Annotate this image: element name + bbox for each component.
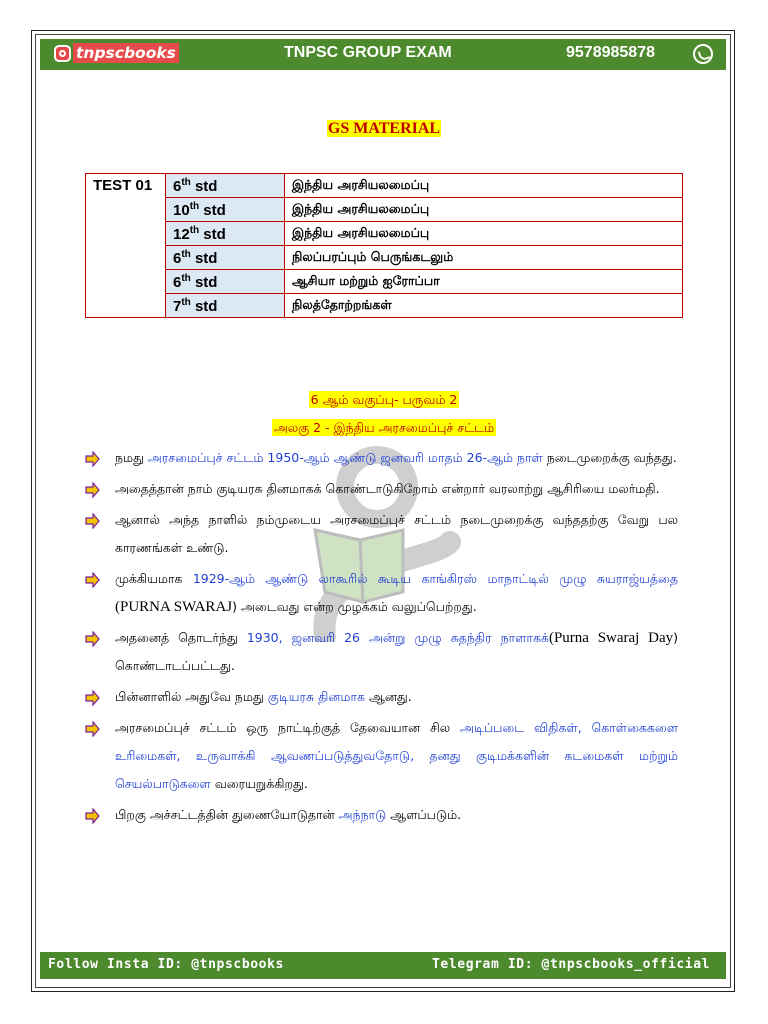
arrow-bullet-icon [84,631,100,647]
table-row [86,174,683,198]
whatsapp-icon [693,44,713,64]
table-row [86,270,683,294]
list-item: அரசமைப்புச் சட்டம் ஒரு நாட்டிற்குத் தேவையான சில அடிப்படை விதிகள், கொள்கைகளை உரிமைகள், உருவாக்கி ஆவணப்படுத்துவதோடு, தனது குடிமக்களின் கடமைகள் மற்றும் செயல்பாடுகளை வரையறுக்கிறது. [84,714,678,798]
std-cell: 6th std [166,174,285,198]
arrow-bullet-icon [84,513,100,529]
list-item: அதைத்தான் நாம் குடியரசு தினமாகக் கொண்டாடுகிறோம் என்றார் வரலாற்று ஆசிரியை மலர்மதி. [84,475,678,503]
subject-cell: இந்திய அரசியலமைப்பு [285,198,683,222]
header-title: TNPSC GROUP EXAM [284,44,452,61]
arrow-bullet-icon [84,690,100,706]
list-item: பின்னாளில் அதுவே நமது குடியரசு தினமாக ஆனது. [84,683,678,711]
list-item: பிறகு அச்சட்டத்தின் துணையோடுதான் அந்நாடு ஆளப்படும். [84,801,678,829]
footer-telegram-id: Telegram ID: @tnpscbooks_official [432,957,711,972]
std-cell: 10th std [166,198,285,222]
header-phone: 9578985878 [566,44,655,61]
bullet-list [84,444,678,832]
std-cell: 7th std [166,294,285,318]
brand-logo [54,42,179,64]
arrow-bullet-icon [84,721,100,737]
table-row [86,198,683,222]
std-cell: 6th std [166,246,285,270]
table-row [86,222,683,246]
subject-cell: இந்திய அரசியலமைப்பு [285,222,683,246]
instagram-icon [54,45,71,62]
document-title: GS MATERIAL [327,120,441,137]
arrow-bullet-icon [84,572,100,588]
arrow-bullet-icon [84,451,100,467]
section-heading-class: 6 ஆம் வகுப்பு- பருவம் 2 [310,392,458,407]
subject-cell: நிலப்பரப்பும் பெருங்கடலும் [285,246,683,270]
subject-cell: நிலத்தோற்றங்கள் [285,294,683,318]
table-row [86,294,683,318]
arrow-bullet-icon [84,808,100,824]
subject-cell: ஆசியா மற்றும் ஐரோப்பா [285,270,683,294]
test-schedule-table [85,173,683,318]
logo-text: tnpscbooks [73,43,179,63]
list-item: முக்கியமாக 1929-ஆம் ஆண்டு லாகூரில் கூடிய காங்கிரஸ் மாநாட்டில் முழு சுயராஜ்யத்தை (PURNA SWARAJ) அடைவது என்ற முழக்கம் வலுப்பெற்றது. [84,565,678,621]
section-heading-unit: அலகு 2 - இந்திய அரசமைப்புச் சட்டம் [273,420,495,435]
std-cell: 6th std [166,270,285,294]
arrow-bullet-icon [84,482,100,498]
footer-insta-id: Follow Insta ID: @tnpscbooks [48,957,284,972]
list-item: அதனைத் தொடர்ந்து 1930, ஜனவரி 26 அன்று முழு சுதந்திர நாளாகக்(Purna Swaraj Day) கொண்டாடப்பட்டது. [84,624,678,680]
subject-cell: இந்திய அரசியலமைப்பு [285,174,683,198]
list-item: ஆனால் அந்த நாளில் நம்முடைய அரசமைப்புச் சட்டம் நடைமுறைக்கு வந்ததற்கு வேறு பல காரணங்கள் உண்டு. [84,506,678,562]
std-cell: 12th std [166,222,285,246]
test-label: TEST 01 [86,174,166,318]
list-item: நமது அரசமைப்புச் சட்டம் 1950-ஆம் ஆண்டு ஜனவரி மாதம் 26-ஆம் நாள் நடைமுறைக்கு வந்தது. [84,444,678,472]
table-row [86,246,683,270]
